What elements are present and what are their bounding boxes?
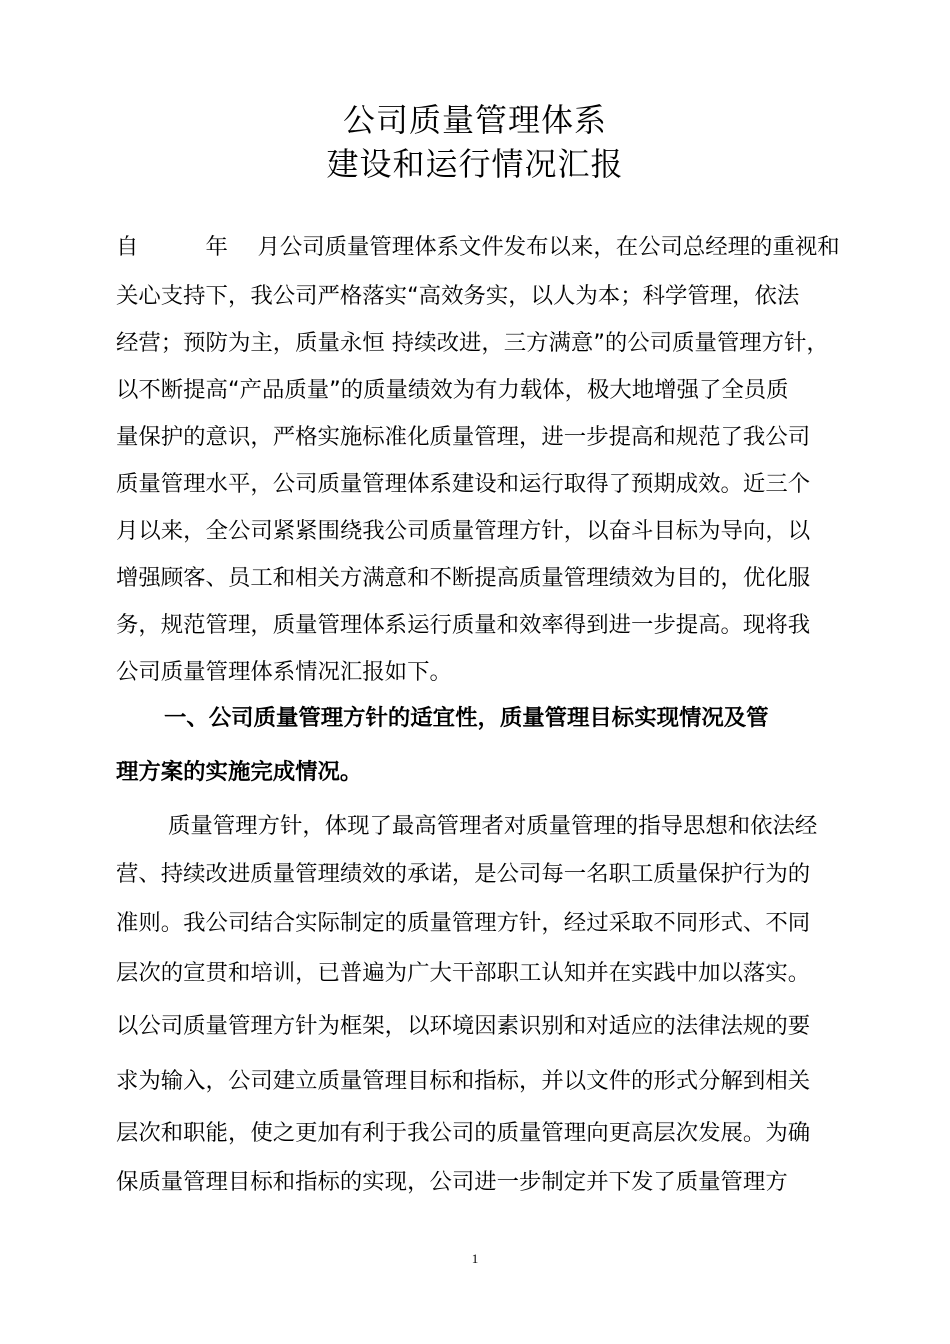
- paragraph-line: 质量管理方针，体现了最高管理者对质量管理的指导思想和依法经: [168, 813, 818, 839]
- page-number: 1: [471, 1251, 479, 1266]
- heading-line: 一、公司质量管理方针的适宜性，质量管理目标实现情况及管: [164, 705, 769, 731]
- paragraph-line: 层次的宣贯和培训，已普遍为广大干部职工认知并在实践中加以落实。: [116, 960, 811, 986]
- paragraph-line: 月以来，全公司紧紧围绕我公司质量管理方针，以奋斗目标为导向，以: [116, 518, 811, 544]
- paragraph-line: 自 年 月公司质量管理体系文件发布以来，在公司总经理的重视和: [116, 234, 840, 260]
- title-line-1: 公司质量管理体系: [342, 101, 607, 139]
- paragraph-line: 增强顾客、员工和相关方满意和不断提高质量管理绩效为目的，优化服: [116, 565, 811, 591]
- paragraph-line: 层次和职能，使之更加有利于我公司的质量管理向更高层次发展。为确: [116, 1120, 811, 1146]
- paragraph-line: 质量管理水平，公司质量管理体系建设和运行取得了预期成效。近三个: [116, 471, 811, 497]
- title-line-2: 建设和运行情况汇报: [326, 145, 624, 183]
- paragraph-line: 关心支持下，我公司严格落实“高效务实，以人为本；科学管理，依法: [116, 283, 800, 309]
- paragraph-line: 保质量管理目标和指标的实现，公司进一步制定并下发了质量管理方: [116, 1169, 788, 1195]
- paragraph-line: 务，规范管理，质量管理体系运行质量和效率得到进一步提高。现将我: [116, 612, 811, 638]
- paragraph-line: 量保护的意识，严格实施标准化质量管理，进一步提高和规范了我公司: [116, 424, 811, 450]
- paragraph-line: 以公司质量管理方针为框架，以环境因素识别和对适应的法律法规的要: [116, 1013, 811, 1039]
- paragraph-line: 准则。我公司结合实际制定的质量管理方针，经过采取不同形式、不同: [116, 910, 811, 936]
- paragraph-line: 经营；预防为主，质量永恒 持续改进，三方满意”的公司质量管理方针，: [116, 330, 829, 356]
- heading-line: 理方案的实施完成情况。: [116, 759, 363, 785]
- paragraph-line: 公司质量管理体系情况汇报如下。: [116, 659, 452, 685]
- paragraph-line: 求为输入，公司建立质量管理目标和指标，并以文件的形式分解到相关: [116, 1068, 811, 1094]
- paragraph-line: 以不断提高“产品质量”的质量绩效为有力载体，极大地增强了全员质: [116, 377, 789, 403]
- paragraph-line: 营、持续改进质量管理绩效的承诺，是公司每一名职工质量保护行为的: [116, 861, 811, 887]
